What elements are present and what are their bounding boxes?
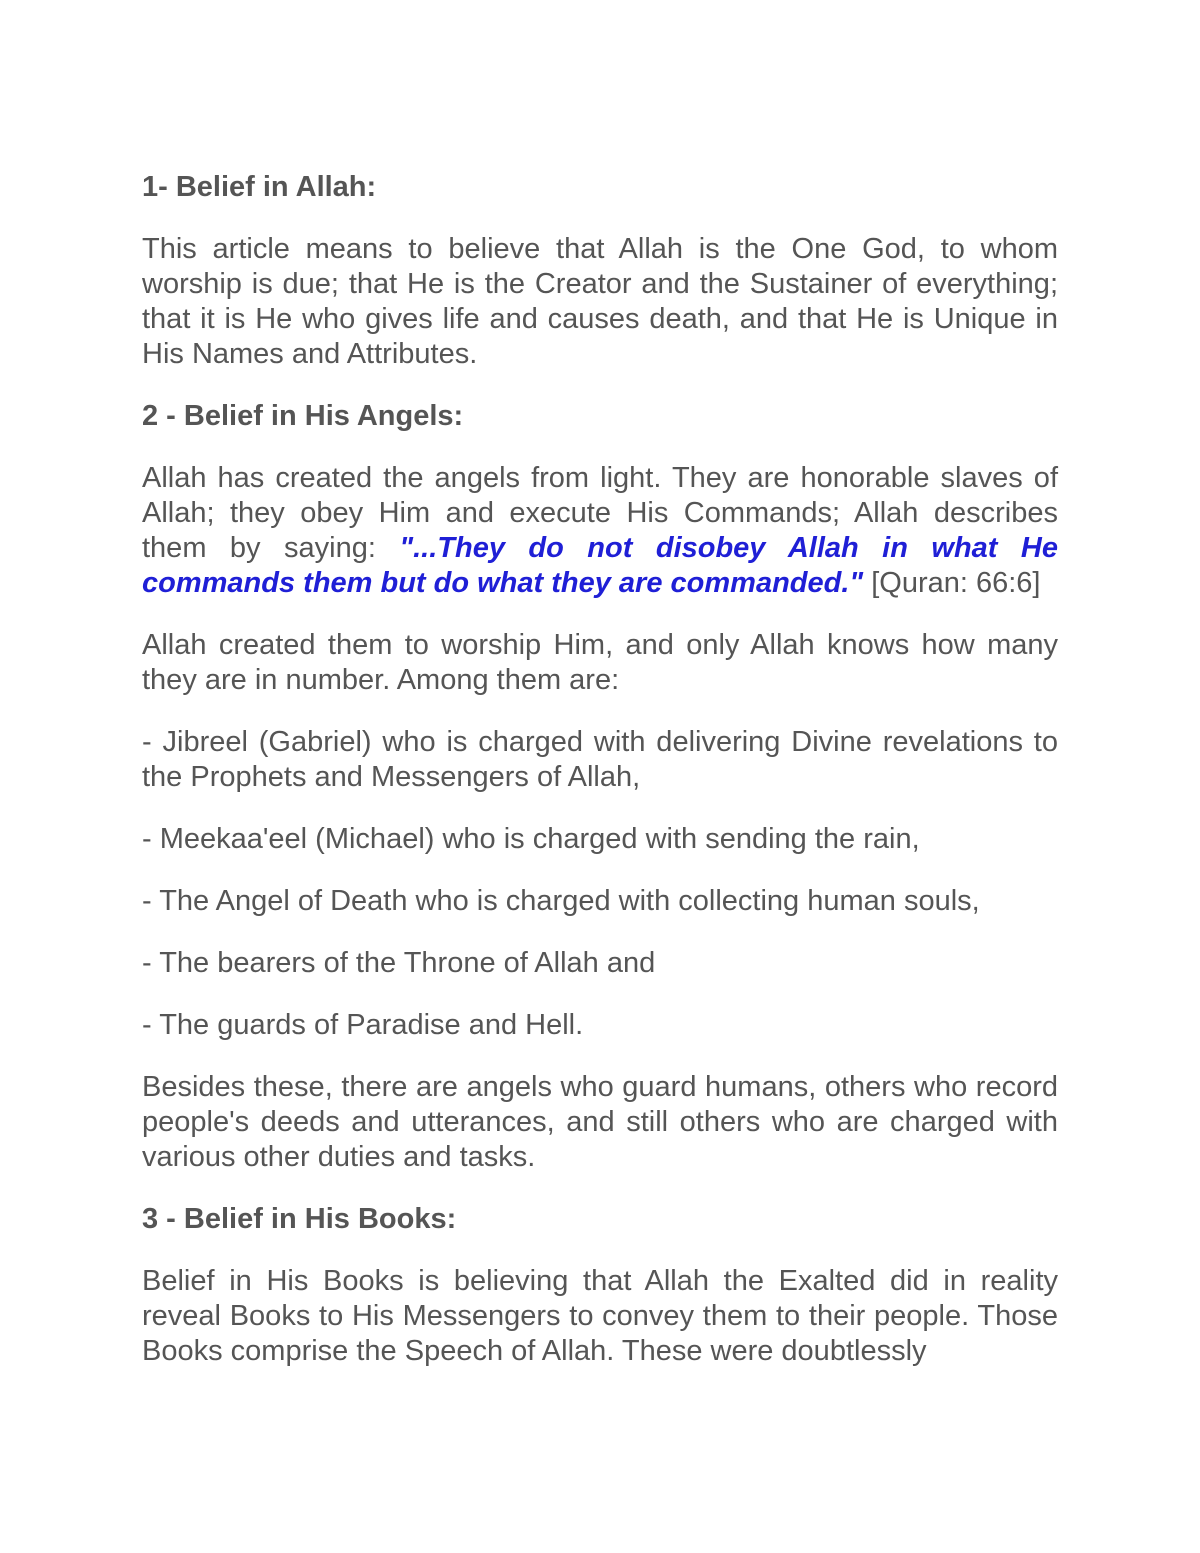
section-heading-belief-in-angels: 2 - Belief in His Angels: bbox=[142, 400, 464, 432]
paragraph-angels-worship: Allah created them to worship Him, and only Allah knows how many they are in number. Among them are: bbox=[142, 629, 1058, 696]
list-item-angel-meekaaeel: - Meekaa'eel (Michael) who is charged with sending the rain, bbox=[142, 823, 920, 855]
list-item-paradise-hell-guards: - The guards of Paradise and Hell. bbox=[142, 1009, 584, 1041]
paragraph-angels-intro bbox=[142, 461, 1058, 601]
paragraph-belief-in-books: Belief in His Books is believing that Allah the Exalted did in reality reveal Books to His Messengers to convey them to their people. Those Books comprise the Speech of Allah. These were doubtlessly bbox=[142, 1265, 1058, 1367]
section-heading-belief-in-allah: 1- Belief in Allah: bbox=[142, 171, 377, 203]
paragraph-angels-other-duties: Besides these, there are angels who guard humans, others who record people's deeds and utterances, and still others who are charged with various other duties and tasks. bbox=[142, 1071, 1058, 1173]
list-item-angel-jibreel: - Jibreel (Gabriel) who is charged with delivering Divine revelations to the Prophets and Messengers of Allah, bbox=[142, 726, 1058, 793]
paragraph-belief-in-allah: This article means to believe that Allah is the One God, to whom worship is due; that He is the Creator and the Sustainer of everything; that it is He who gives life and causes death, and that He is Unique in His Names and Attributes. bbox=[142, 233, 1058, 370]
section-heading-belief-in-books: 3 - Belief in His Books: bbox=[142, 1203, 457, 1235]
paragraph-angels-intro-text: Allah has created the angels from light. They are honorable slaves of Allah; they obey Him and execute His Commands; Allah describes them by saying: bbox=[142, 462, 1058, 564]
document-page bbox=[142, 170, 1058, 1396]
list-item-angel-of-death: - The Angel of Death who is charged with collecting human souls, bbox=[142, 885, 980, 917]
quran-quote: "...They do not disobey Allah in what He commands them but do what they are commanded." bbox=[142, 532, 1058, 599]
list-item-throne-bearers: - The bearers of the Throne of Allah and bbox=[142, 947, 656, 979]
quran-reference: [Quran: 66:6] bbox=[863, 567, 1041, 599]
